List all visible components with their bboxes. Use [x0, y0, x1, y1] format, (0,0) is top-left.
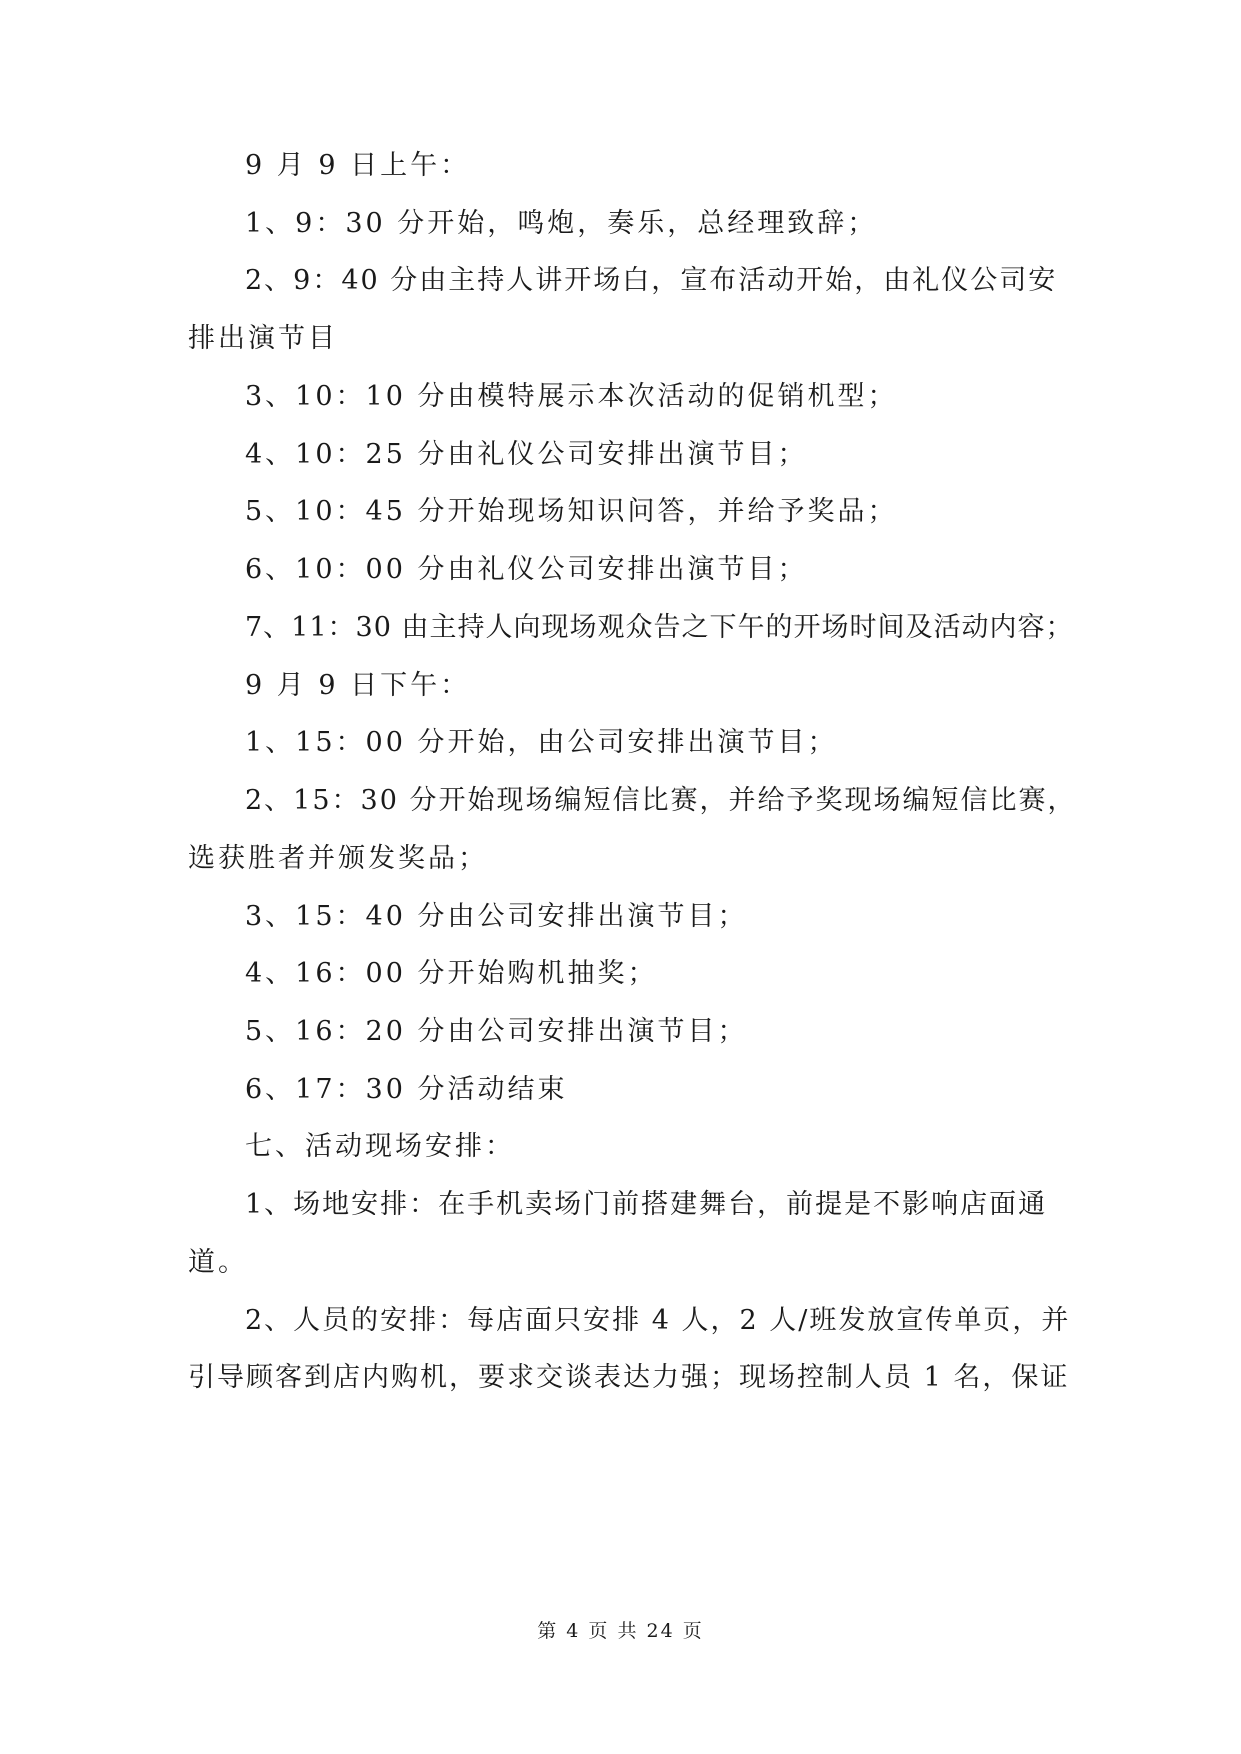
- paragraph-line: 4、16：00 分开始购机抽奖；: [245, 958, 658, 989]
- paragraph-line: 道。: [188, 1247, 248, 1278]
- paragraph-line: 7、11：30 由主持人向现场观众告之下午的开场时间及活动内容；: [245, 612, 1074, 643]
- paragraph-line: 2、9：40 分由主持人讲开场白，宣布活动开始，由礼仪公司安: [245, 265, 1058, 296]
- paragraph-line: 6、10：00 分由礼仪公司安排出演节目；: [245, 554, 808, 585]
- paragraph-line: 2、人员的安排：每店面只安排 4 人，2 人/班发放宣传单页，并: [245, 1305, 1071, 1336]
- section-heading-morning: 9 月 9 日上午：: [245, 150, 471, 181]
- paragraph-line: 4、10：25 分由礼仪公司安排出演节目；: [245, 439, 808, 470]
- paragraph-line: 排出演节目: [188, 323, 338, 354]
- section-heading-venue: 七、活动现场安排：: [245, 1131, 515, 1162]
- section-heading-afternoon: 9 月 9 日下午：: [245, 670, 471, 701]
- page-number-footer: 第 4 页 共 24 页: [537, 1620, 704, 1642]
- paragraph-line: 选获胜者并颁发奖品；: [188, 843, 488, 874]
- paragraph-line: 1、场地安排：在手机卖场门前搭建舞台，前提是不影响店面通: [245, 1189, 1048, 1220]
- paragraph-line: 6、17：30 分活动结束: [245, 1074, 568, 1105]
- paragraph-line: 2、15：30 分开始现场编短信比赛，并给予奖现场编短信比赛，: [245, 785, 1077, 816]
- paragraph-line: 5、10：45 分开始现场知识问答，并给予奖品；: [245, 496, 898, 527]
- paragraph-line: 5、16：20 分由公司安排出演节目；: [245, 1016, 748, 1047]
- paragraph-line: 1、15：00 分开始，由公司安排出演节目；: [245, 727, 838, 758]
- paragraph-line: 3、15：40 分由公司安排出演节目；: [245, 901, 748, 932]
- paragraph-line: 1、9：30 分开始，鸣炮，奏乐，总经理致辞；: [245, 208, 878, 239]
- paragraph-line: 3、10：10 分由模特展示本次活动的促销机型；: [245, 381, 898, 412]
- paragraph-line: 引导顾客到店内购机，要求交谈表达力强；现场控制人员 1 名，保证: [188, 1362, 1070, 1393]
